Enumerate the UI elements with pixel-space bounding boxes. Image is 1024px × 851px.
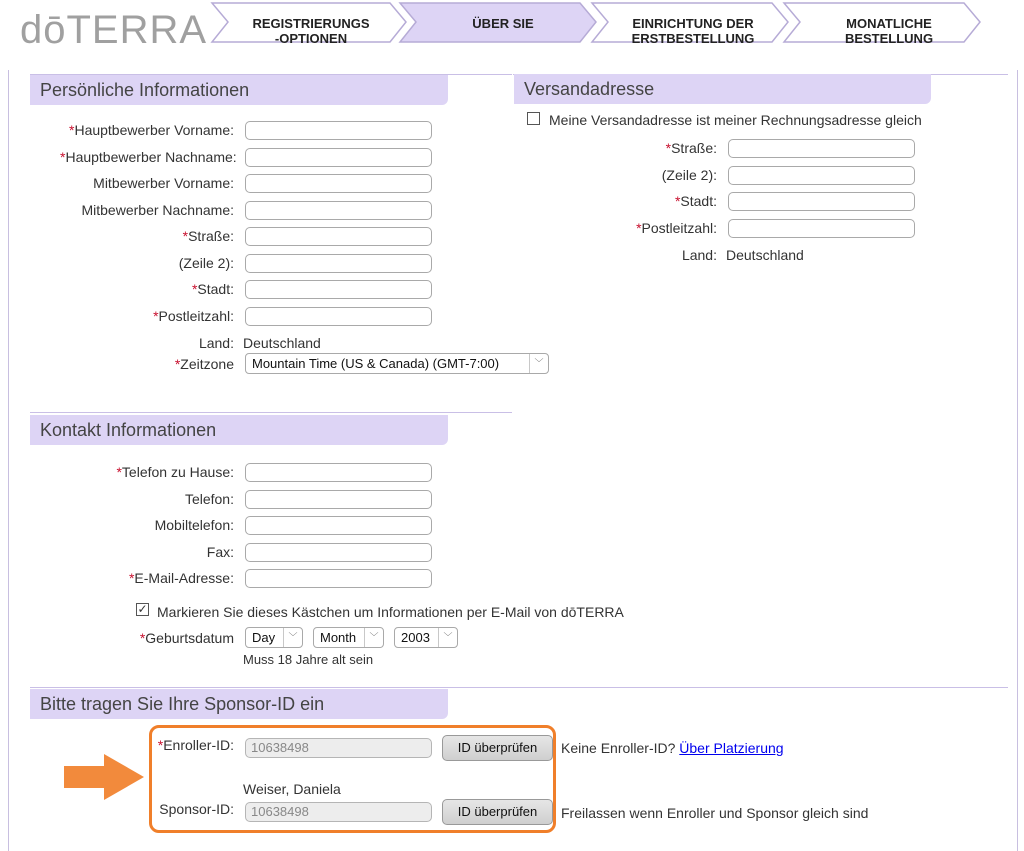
shipping-rows-label-text: Postleitzahl: <box>641 219 717 236</box>
personal-rows-label-text: Mitbewerber Vorname: <box>93 175 234 191</box>
enroller-name: Weiser, Daniela <box>243 781 341 797</box>
required-marker: * <box>157 737 164 753</box>
enroller-label <box>150 737 234 753</box>
personal-rows-label-postleitzahl <box>60 308 234 324</box>
birth-year-select[interactable] <box>394 627 458 648</box>
shipping-country-value: Deutschland <box>726 247 804 263</box>
chevron-down-icon: ﹀ <box>529 354 548 373</box>
shipping-rows-label-zeile-2 <box>560 167 717 183</box>
birthdate-label <box>60 630 234 646</box>
shipping-rows-label-text: Straße: <box>671 140 717 156</box>
step-1-line2: -OPTIONEN <box>274 31 348 46</box>
step-4-line2: BESTELLUNG <box>844 31 934 46</box>
step-4-line1: MONATLICHE <box>846 16 932 31</box>
required-marker: * <box>674 193 681 209</box>
contact-rows-input-e-mail-adresse[interactable] <box>245 569 432 588</box>
shipping-rows-label-stadt <box>560 193 717 209</box>
shipping-rows-input-stadt[interactable] <box>728 192 915 211</box>
contact-rows-input-fax[interactable] <box>245 543 432 562</box>
enroller-id-input[interactable]: 10638498 <box>245 738 432 758</box>
step-1-line1: REGISTRIERUNGS <box>252 16 370 31</box>
country-label: Land: <box>198 335 234 351</box>
personal-rows-input-stadt[interactable] <box>245 280 432 299</box>
email-opt-in-checkbox[interactable] <box>136 603 149 616</box>
required-marker: * <box>182 228 189 244</box>
step-first-order-setup[interactable] <box>610 16 776 46</box>
country-value: Deutschland <box>243 335 321 351</box>
step-3-line2: ERSTBESTELLUNG <box>631 31 755 46</box>
personal-rows-label-mitbewerber-vorname <box>60 175 234 191</box>
shipping-rows-label-postleitzahl <box>560 220 717 236</box>
shipping-rows-label-straße <box>560 140 717 156</box>
chevron-down-icon: ﹀ <box>364 628 383 647</box>
chevron-down-icon: ﹀ <box>438 628 457 647</box>
contact-rows-label-text: E-Mail-Adresse: <box>134 570 234 586</box>
contact-rows-label-e-mail-adresse <box>60 570 234 586</box>
birthdate-label-text: Geburtsdatum <box>145 630 234 646</box>
sponsor-hint: Freilassen wenn Enroller und Sponsor gleich sind <box>561 805 869 821</box>
timezone-label-text: Zeitzone <box>180 356 234 372</box>
personal-rows-label-text: Stadt: <box>197 281 234 297</box>
personal-section-title: Persönliche Informationen <box>30 75 448 105</box>
personal-rows-input-straße[interactable] <box>245 227 432 246</box>
email-opt-in-label: Markieren Sie dieses Kästchen um Informationen per E-Mail von dōTERRA <box>157 604 624 620</box>
step-3-line1: EINRICHTUNG DER <box>632 16 754 31</box>
personal-rows-label-zeile-2 <box>60 255 234 271</box>
contact-rows-label-fax <box>60 544 234 560</box>
shipping-section-title: Versandadresse <box>514 74 931 104</box>
personal-rows-label-text: Mitbewerber Nachname: <box>81 201 234 218</box>
personal-rows-input-zeile-2[interactable] <box>245 254 432 273</box>
contact-rows-label-mobiltelefon <box>60 517 234 533</box>
birth-month-selected: Month <box>320 630 357 645</box>
birth-day-select[interactable] <box>245 627 303 648</box>
contact-rows-label-text: Telefon: <box>184 490 234 507</box>
personal-rows-label-hauptbewerber-vorname <box>60 122 234 138</box>
contact-rows-input-mobiltelefon[interactable] <box>245 516 432 535</box>
contact-section-line <box>30 412 512 413</box>
step-2-line1: ÜBER SIE <box>472 16 534 31</box>
personal-rows-label-straße <box>60 228 234 244</box>
personal-rows-label-text: Hauptbewerber Vorname: <box>74 122 234 138</box>
required-marker: * <box>153 307 159 324</box>
required-marker: * <box>69 122 75 138</box>
personal-rows-input-hauptbewerber-vorname[interactable] <box>245 121 432 140</box>
personal-rows-input-mitbewerber-vorname[interactable] <box>245 174 432 193</box>
required-marker: * <box>139 630 146 646</box>
contact-rows-input-telefon-zu-hause[interactable] <box>245 463 432 482</box>
doterra-logo: dōTERRA <box>20 8 208 52</box>
step-registration-options[interactable] <box>228 16 394 46</box>
contact-rows-input-telefon[interactable] <box>245 490 432 509</box>
shipping-rows-input-straße[interactable] <box>728 139 915 158</box>
shipping-country-label: Land: <box>681 247 717 263</box>
sponsor-id-input[interactable]: 10638498 <box>245 802 432 822</box>
required-marker: * <box>191 281 198 297</box>
personal-rows-input-mitbewerber-nachname[interactable] <box>245 201 432 220</box>
shipping-rows-input-zeile-2[interactable] <box>728 166 915 185</box>
chevron-down-icon: ﹀ <box>283 628 302 647</box>
personal-rows-label-text: Straße: <box>188 228 234 244</box>
required-marker: * <box>60 148 66 165</box>
sponsor-section-title: Bitte tragen Sie Ihre Sponsor-ID ein <box>30 689 448 719</box>
personal-rows-label-stadt <box>60 281 234 297</box>
checkmark-icon: ✓ <box>137 602 148 616</box>
birth-day-selected: Day <box>252 630 276 645</box>
contact-rows-label-text: Fax: <box>206 543 234 560</box>
verify-sponsor-button[interactable]: ID überprüfen <box>442 799 553 825</box>
birth-month-select[interactable] <box>313 627 384 648</box>
step-monthly-order[interactable] <box>806 16 972 46</box>
same-address-checkbox[interactable] <box>527 112 540 125</box>
timezone-label <box>60 356 234 372</box>
shipping-rows-label-text: Stadt: <box>680 193 717 209</box>
required-marker: * <box>665 140 672 156</box>
verify-enroller-button[interactable]: ID überprüfen <box>442 735 553 761</box>
sponsor-label: Sponsor-ID: <box>159 801 234 817</box>
personal-rows-label-mitbewerber-nachname <box>60 202 234 218</box>
contact-rows-label-text: Telefon zu Hause: <box>121 464 234 480</box>
placement-link[interactable]: Über Platzierung <box>679 740 784 756</box>
contact-rows-label-text: Mobiltelefon: <box>154 517 234 533</box>
sponsor-section-line <box>30 687 1008 688</box>
enroller-label-text: Enroller-ID: <box>163 737 234 753</box>
timezone-selected: Mountain Time (US & Canada) (GMT-7:00) <box>252 356 500 371</box>
same-address-label: Meine Versandadresse ist meiner Rechnungsadresse gleich <box>549 112 922 128</box>
personal-rows-input-hauptbewerber-nachname[interactable] <box>245 148 432 167</box>
contact-rows-label-telefon <box>60 491 234 507</box>
arrow-right-icon <box>62 752 148 802</box>
required-marker: * <box>128 570 135 586</box>
personal-rows-label-text: Hauptbewerber Nachname: <box>65 148 237 165</box>
required-marker: * <box>116 464 122 480</box>
personal-rows-input-postleitzahl[interactable] <box>245 307 432 326</box>
birth-year-selected: 2003 <box>401 630 430 645</box>
shipping-rows-label-text: (Zeile 2): <box>661 166 717 183</box>
timezone-select[interactable] <box>245 353 549 374</box>
required-marker: * <box>174 356 181 372</box>
required-marker: * <box>636 219 642 236</box>
personal-rows-label-hauptbewerber-nachname <box>60 148 237 165</box>
age-note: Muss 18 Jahre alt sein <box>243 652 374 667</box>
contact-section-title: Kontakt Informationen <box>30 415 448 445</box>
personal-rows-label-text: Postleitzahl: <box>158 307 234 324</box>
step-about-you[interactable] <box>420 16 586 31</box>
no-enroller-question: Keine Enroller-ID? <box>561 740 676 756</box>
contact-rows-label-telefon-zu-hause <box>60 464 234 480</box>
shipping-rows-input-postleitzahl[interactable] <box>728 219 915 238</box>
no-enroller-text <box>561 740 784 756</box>
personal-rows-label-text: (Zeile 2): <box>178 254 234 271</box>
